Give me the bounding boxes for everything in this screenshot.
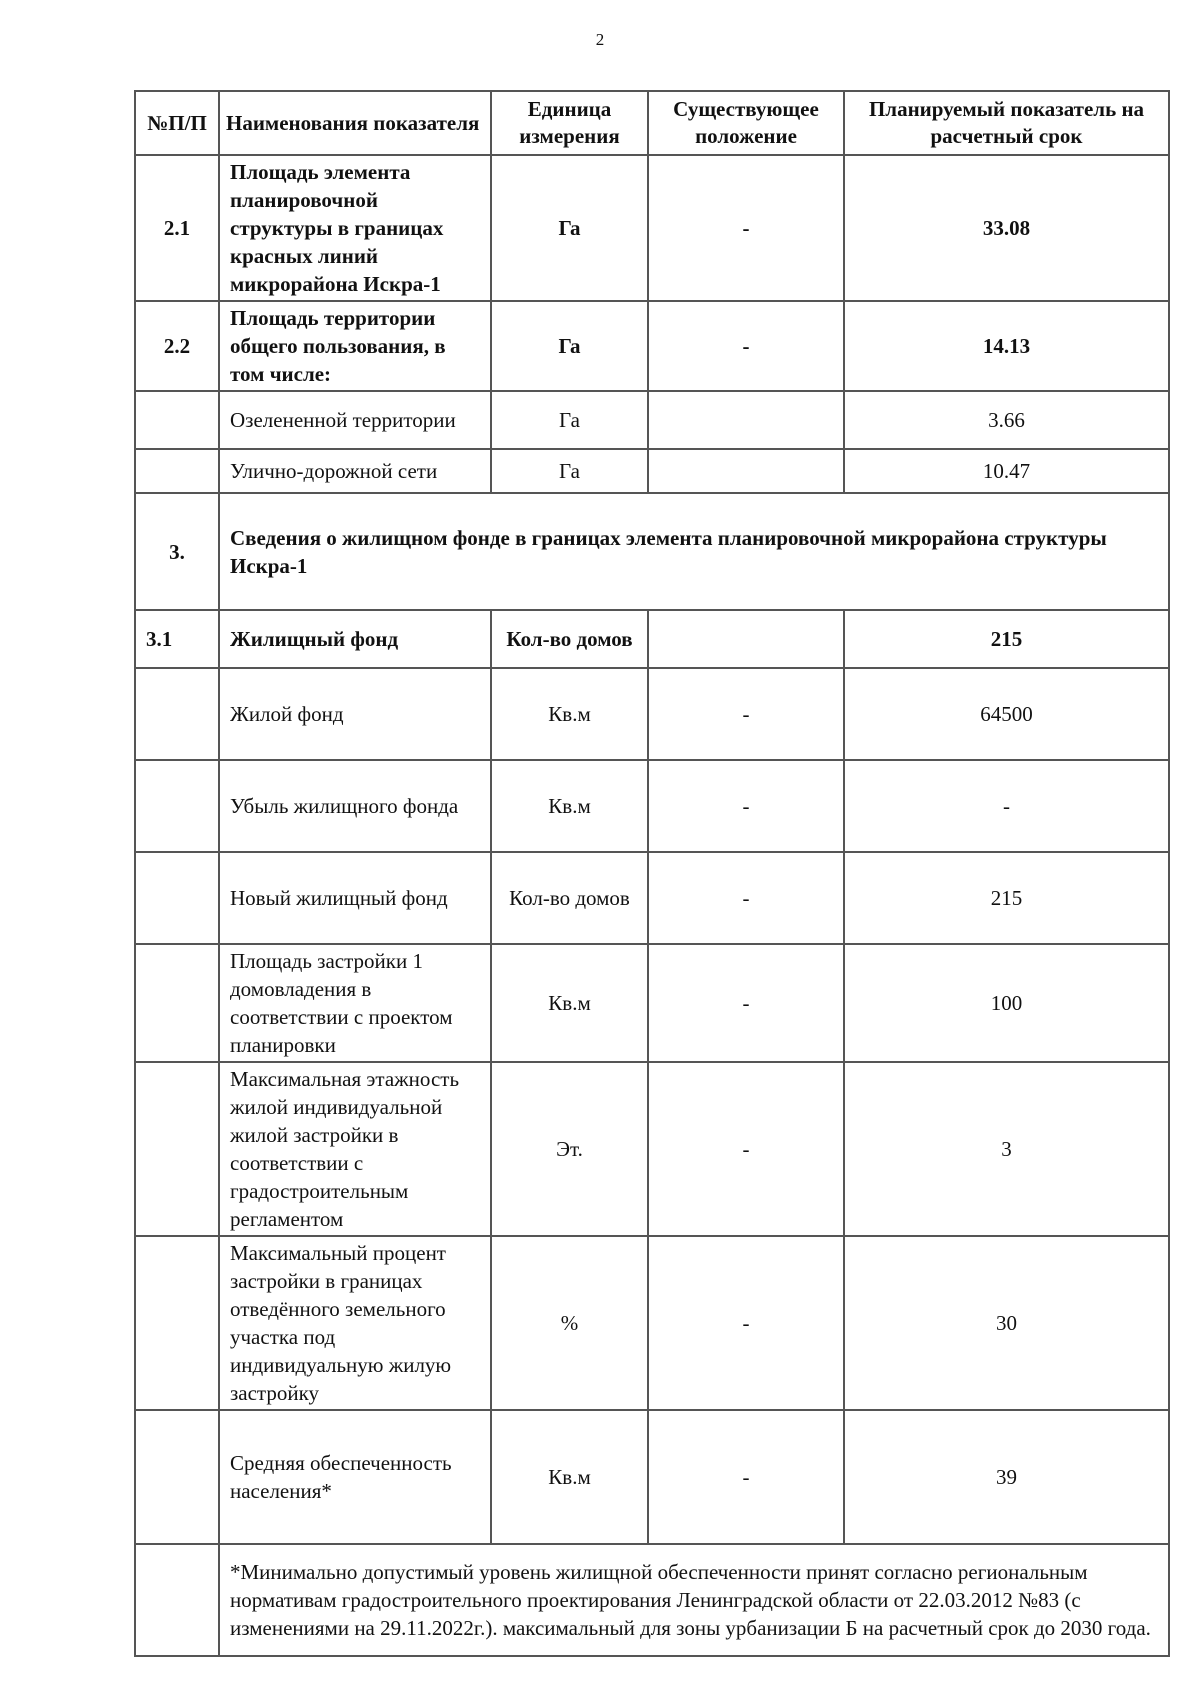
row-name: Убыль жилищного фонда [219,760,491,852]
row-existing: - [648,852,844,944]
section-num: 3. [135,493,219,610]
row-planned: 39 [844,1410,1169,1544]
row-name: Жилищный фонд [219,610,491,668]
row-existing [648,610,844,668]
row-name: Улично-дорожной сети [219,449,491,493]
row-num [135,668,219,760]
row-name: Максимальный процент застройки в границах отведённого земельного участка под индивидуальную жилую застройку [219,1236,491,1410]
row-existing: - [648,668,844,760]
row-planned: 30 [844,1236,1169,1410]
row-existing [648,449,844,493]
table-row [135,155,1169,301]
row-name: Максимальная этажность жилой индивидуальной жилой застройки в соответствии с градостроительным регламентом [219,1062,491,1236]
footnote-row [135,1544,1169,1656]
row-planned: - [844,760,1169,852]
row-planned: 100 [844,944,1169,1062]
table-row [135,668,1169,760]
row-existing: - [648,1236,844,1410]
row-unit: Кв.м [491,944,648,1062]
row-unit: Кол-во домов [491,852,648,944]
table-row [135,610,1169,668]
row-name: Жилой фонд [219,668,491,760]
table-row [135,760,1169,852]
row-existing [648,391,844,449]
header-name: Наименования показателя [219,91,491,155]
footnote: *Минимально допустимый уровень жилищной обеспеченности принят согласно региональным нормативам градостроительного проектирования Ленинградской области от 22.03.2012 №83 (с изменениями на 29.11.2022г.). максимальный для зоны урбанизации Б на расчетный срок до 2030 года. [219,1544,1169,1656]
row-name: Площадь застройки 1 домовладения в соответствии с проектом планировки [219,944,491,1062]
row-unit: % [491,1236,648,1410]
row-unit: Га [491,391,648,449]
table-row [135,1062,1169,1236]
row-unit: Га [491,449,648,493]
table-row [135,1236,1169,1410]
row-unit: Кол-во домов [491,610,648,668]
row-num [135,760,219,852]
row-unit: Кв.м [491,668,648,760]
row-name: Площадь элемента планировочной структуры в границах красных линий микрорайона Искра-1 [219,155,491,301]
row-existing: - [648,155,844,301]
page-number: 2 [595,30,605,49]
row-existing: - [648,760,844,852]
header-existing: Существующее положение [648,91,844,155]
row-planned: 64500 [844,668,1169,760]
section-title: Сведения о жилищном фонде в границах элемента планировочной микрорайона структуры Искра-1 [219,493,1169,610]
table-row [135,301,1169,391]
row-name: Новый жилищный фонд [219,852,491,944]
row-num [135,944,219,1062]
row-num: 2.1 [135,155,219,301]
row-planned: 3 [844,1062,1169,1236]
row-planned: 10.47 [844,449,1169,493]
row-num: 2.2 [135,301,219,391]
row-num [135,1062,219,1236]
section-row [135,493,1169,610]
table-row [135,449,1169,493]
row-unit: Кв.м [491,760,648,852]
row-num [135,449,219,493]
row-planned: 33.08 [844,155,1169,301]
row-num [135,1236,219,1410]
row-name: Площадь территории общего пользования, в том числе: [219,301,491,391]
row-planned: 14.13 [844,301,1169,391]
row-num: 3.1 [135,610,219,668]
row-planned: 215 [844,852,1169,944]
row-existing: - [648,944,844,1062]
row-num [135,391,219,449]
row-unit: Га [491,301,648,391]
row-unit: Эт. [491,1062,648,1236]
table-row [135,1410,1169,1544]
row-existing: - [648,1410,844,1544]
table-row [135,852,1169,944]
row-name: Озелененной территории [219,391,491,449]
row-num [135,1410,219,1544]
row-existing: - [648,1062,844,1236]
row-unit: Кв.м [491,1410,648,1544]
row-num [135,852,219,944]
table-row [135,944,1169,1062]
table-row [135,391,1169,449]
header-num: №П/П [135,91,219,155]
row-planned: 215 [844,610,1169,668]
header-planned: Планируемый показатель на расчетный срок [844,91,1169,155]
table-header-row [135,91,1169,155]
row-name: Средняя обеспеченность населения* [219,1410,491,1544]
row-existing: - [648,301,844,391]
footnote-empty-cell [135,1544,219,1656]
row-unit: Га [491,155,648,301]
header-unit: Единица измерения [491,91,648,155]
indicators-table [134,90,1170,1657]
row-planned: 3.66 [844,391,1169,449]
